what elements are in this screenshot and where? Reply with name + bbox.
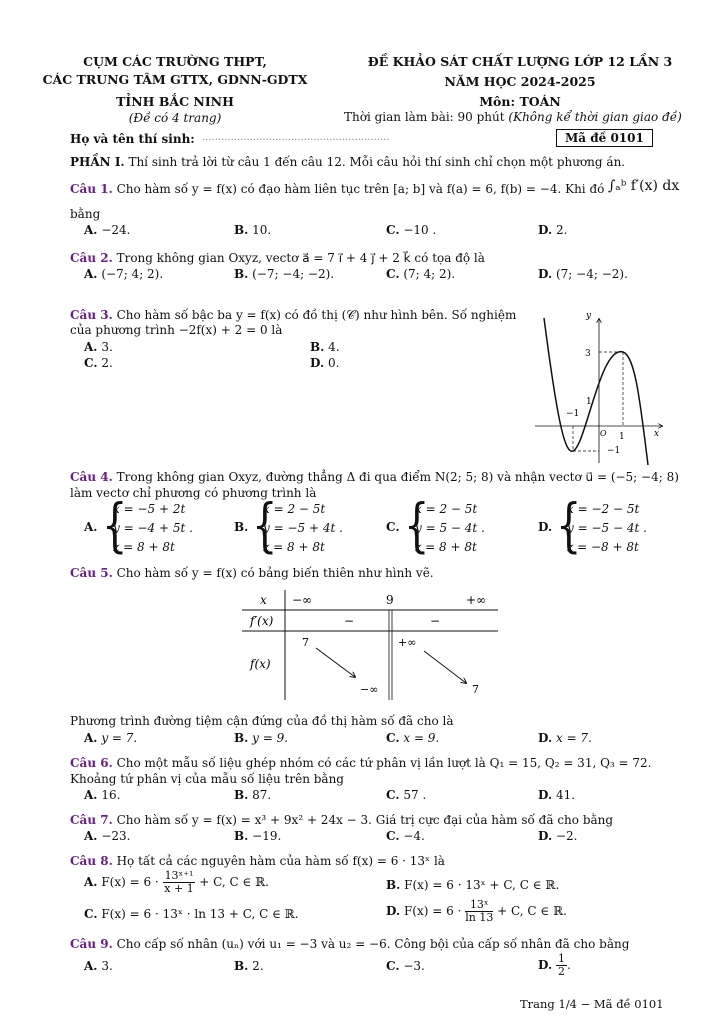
- subject: Môn: TOÁN: [479, 94, 561, 109]
- eq-x: x = 2 − 5t: [263, 502, 326, 516]
- student-name-dots: ...........................................................: [202, 132, 390, 143]
- cubic-graph: [530, 305, 670, 465]
- q8-d-pre: F(x) = 6 ·: [403, 904, 462, 918]
- q1-option-c[interactable]: [386, 223, 436, 237]
- label-b: B.: [234, 267, 249, 281]
- q1-stem: [70, 182, 604, 196]
- label-d: D.: [538, 223, 553, 237]
- label-b: B.: [234, 223, 249, 237]
- time-limit-note: (Không kể thời gian giao đề): [508, 110, 682, 124]
- q8-a-pre: F(x) = 6 ·: [101, 875, 159, 889]
- x-axis-label: x: [654, 429, 660, 439]
- label-a: A.: [84, 829, 98, 843]
- var-table-fp: f′(x): [250, 614, 274, 628]
- denominator: 2: [557, 965, 565, 978]
- q5-after: Phương trình đường tiệm cận đứng của đồ thị hàm số đã cho là: [70, 714, 454, 728]
- q5-number: Câu 5.: [70, 566, 113, 580]
- q3-number: Câu 3.: [70, 308, 113, 322]
- exam-title: ĐỀ KHẢO SÁT CHẤT LƯỢNG LỚP 12 LẦN 3: [367, 54, 673, 69]
- q3-option-c[interactable]: [84, 356, 113, 370]
- eq-z: z = 8 + 8t: [415, 540, 477, 554]
- q5-option-a-text: y = 7.: [101, 731, 138, 745]
- label-c: C.: [386, 731, 400, 745]
- q5-stem: [70, 566, 434, 580]
- q4-text-2: làm vectơ chỉ phương có phương trình là: [70, 486, 317, 500]
- time-limit: [344, 110, 704, 124]
- q8-text: Họ tất cả các nguyên hàm của hàm số f(x) = 6 · 13ˣ là: [116, 854, 445, 868]
- label-b: B.: [234, 731, 249, 745]
- label-c: C.: [386, 520, 400, 534]
- page-footer: Trang 1/4 − Mã đề 0101: [520, 997, 664, 1011]
- q9-stem: [70, 937, 629, 951]
- label-a: A.: [84, 267, 98, 281]
- part1-heading: [70, 155, 625, 169]
- label-a: A.: [84, 875, 98, 889]
- q5-option-d-text: x = 7.: [555, 731, 592, 745]
- q3-option-c-text: 2.: [101, 356, 113, 370]
- eq-z: z = 8 + 8t: [263, 540, 325, 554]
- q8-number: Câu 8.: [70, 854, 113, 868]
- variation-table: [238, 588, 506, 704]
- eq-z: z = 8 + 8t: [113, 540, 175, 554]
- q8-a-post: + C, C ∈ ℝ.: [199, 875, 269, 889]
- q9-text: Cho cấp số nhân (uₙ) với u₁ = −3 và u₂ = −6. Công bội của cấp số nhân đã cho bằng: [116, 937, 630, 951]
- brace: {: [556, 492, 582, 560]
- time-limit-text: Thời gian làm bài: 90 phút: [344, 110, 505, 124]
- q6-number: Câu 6.: [70, 756, 113, 770]
- q1-option-d-text: 2.: [555, 223, 568, 237]
- q8-a-fraction: [163, 870, 196, 895]
- f-bottom-right: 7: [472, 683, 479, 696]
- decrease-arrow-2: [424, 651, 466, 683]
- q2-option-a[interactable]: [84, 267, 163, 281]
- q8-stem: [70, 854, 445, 868]
- y-axis-label: y: [586, 311, 592, 321]
- q8-option-c[interactable]: [84, 907, 299, 921]
- q6-option-a-text: 16.: [101, 788, 121, 802]
- numerator: 1: [557, 952, 565, 965]
- label-b: B.: [310, 340, 325, 354]
- part1-text: Thí sinh trả lời từ câu 1 đến câu 12. Mỗi câu hỏi thí sinh chỉ chọn một phương án.: [128, 155, 626, 169]
- q1-option-b[interactable]: [234, 223, 271, 237]
- q8-option-b-text: F(x) = 6 · 13ˣ + C, C ∈ ℝ.: [404, 878, 560, 892]
- q2-option-c-text: (7; 4; 2).: [403, 267, 456, 281]
- fp-sign-2: −: [430, 614, 441, 628]
- f-minus-inf: −∞: [360, 683, 379, 696]
- label-d: D.: [538, 958, 553, 972]
- tick-ym1: −1: [607, 446, 621, 456]
- q1-text: Cho hàm số y = f(x) có đạo hàm liên tục trên [a; b] và f(a) = 6, f(b) = −4. Khi đó: [116, 182, 605, 196]
- label-b: B.: [234, 829, 249, 843]
- q7-option-d[interactable]: [538, 829, 578, 843]
- label-a: A.: [84, 340, 98, 354]
- q7-number: Câu 7.: [70, 813, 113, 827]
- q6-text-1: Cho một mẫu số liệu ghép nhóm có các tứ phân vị lần lượt là Q₁ = 15, Q₂ = 31, Q₃ = 72.: [116, 756, 652, 770]
- x-nine: 9: [386, 593, 394, 607]
- q2-option-c[interactable]: [386, 267, 455, 281]
- label-d: D.: [310, 356, 325, 370]
- label-a: A.: [84, 223, 98, 237]
- q1-option-a[interactable]: [84, 223, 130, 237]
- numerator: 13ˣ⁺¹: [164, 869, 194, 882]
- q8-d-post: + C, C ∈ ℝ.: [497, 904, 567, 918]
- q4-a-system: [113, 500, 193, 557]
- q3-option-d[interactable]: [310, 356, 339, 370]
- x-plus-inf: +∞: [466, 593, 487, 607]
- q6-option-b-text: 87.: [252, 788, 272, 802]
- q6-stem-1: [70, 756, 652, 770]
- q6-option-d-text: 41.: [555, 788, 576, 802]
- label-d: D.: [538, 520, 553, 534]
- eq-z: z = −8 + 8t: [567, 540, 639, 554]
- q2-stem: [70, 251, 485, 265]
- x-minus-inf: −∞: [292, 593, 313, 607]
- q2-option-d[interactable]: [538, 267, 628, 281]
- decrease-arrow-1: [316, 648, 355, 677]
- q4-option-c[interactable]: [386, 492, 516, 560]
- center-names: CÁC TRUNG TÂM GTTX, GDNN-GDTX: [42, 72, 308, 87]
- q1-number: Câu 1.: [70, 182, 113, 196]
- q9-d-post: .: [566, 958, 571, 972]
- q2-option-a-text: (−7; 4; 2).: [101, 267, 164, 281]
- q2-option-b[interactable]: [234, 267, 334, 281]
- q5-text: Cho hàm số y = f(x) có bảng biến thiên như hình vẽ.: [116, 566, 434, 580]
- q2-number: Câu 2.: [70, 251, 113, 265]
- q3-option-a[interactable]: [84, 340, 113, 354]
- f-plus-inf: +∞: [398, 636, 417, 649]
- q5-option-b-text: y = 9.: [252, 731, 289, 745]
- q4-d-system: [567, 500, 647, 557]
- brace: {: [102, 492, 128, 560]
- label-d: D.: [538, 267, 553, 281]
- label-a: A.: [84, 731, 98, 745]
- label-a: A.: [84, 520, 98, 534]
- q7-option-c-text: −4.: [403, 829, 425, 843]
- q3-text-1: Cho hàm số bậc ba y = f(x) có đồ thị (𝒞) như hình bên. Số nghiệm: [116, 308, 517, 322]
- eq-y: y = −5 + 4t .: [263, 521, 343, 535]
- q3-option-a-text: 3.: [101, 340, 113, 354]
- q1-option-d[interactable]: [538, 223, 567, 237]
- page-count-note: (Đề có 4 trang): [128, 111, 222, 125]
- eq-y: y = −5 − 4t .: [567, 521, 647, 535]
- q4-text-1: Trong không gian Oxyz, đường thẳng Δ đi qua điểm N(2; 5; 8) và nhận vectơ u⃗ = (−5; −4; 8): [116, 470, 679, 484]
- exam-code: Mã đề 0101: [556, 129, 653, 147]
- label-d: D.: [538, 829, 553, 843]
- q5-option-c-text: x = 9.: [403, 731, 440, 745]
- q9-option-a-text: 3.: [101, 959, 113, 973]
- tick-y1: 1: [586, 397, 592, 407]
- fp-sign-1: −: [344, 614, 355, 628]
- brace: {: [252, 492, 278, 560]
- curve-C: [544, 318, 648, 465]
- label-a: A.: [84, 788, 98, 802]
- brace: {: [404, 492, 430, 560]
- q4-c-system: [415, 500, 485, 557]
- label-b: B.: [234, 520, 249, 534]
- school-year: NĂM HỌC 2024-2025: [444, 74, 596, 89]
- q6-option-b[interactable]: [234, 788, 271, 802]
- q6-text-2: Khoảng tứ phân vị của mẫu số liệu trên bằng: [70, 772, 344, 786]
- label-c: C.: [386, 267, 400, 281]
- denominator: ln 13: [465, 911, 494, 924]
- q4-stem-1: [70, 470, 679, 484]
- q8-option-a[interactable]: [84, 870, 269, 895]
- q3-option-b-text: 4.: [328, 340, 340, 354]
- q4-number: Câu 4.: [70, 470, 113, 484]
- q4-option-a[interactable]: [84, 492, 204, 560]
- q1-option-b-text: 10.: [252, 223, 272, 237]
- q1-integral: ∫ₐᵇ f′(x) dx: [608, 178, 680, 194]
- label-c: C.: [84, 356, 98, 370]
- eq-y: y = 5 − 4t .: [415, 521, 485, 535]
- label-c: C.: [386, 829, 400, 843]
- eq-x: x = 2 − 5t: [415, 502, 478, 516]
- tick-xm1: −1: [566, 409, 580, 419]
- q9-number: Câu 9.: [70, 937, 113, 951]
- label-c: C.: [386, 223, 400, 237]
- var-table-x: x: [260, 593, 267, 607]
- q7-text: Cho hàm số y = f(x) = x³ + 9x² + 24x − 3. Giá trị cực đại của hàm số đã cho bằng: [116, 813, 614, 827]
- label-d: D.: [538, 788, 553, 802]
- q4-option-d[interactable]: [538, 492, 678, 560]
- label-c: C.: [84, 907, 98, 921]
- q7-stem: [70, 813, 613, 827]
- q5-option-c[interactable]: [386, 731, 439, 745]
- q9-d-fraction: [556, 953, 567, 978]
- q7-option-a[interactable]: [84, 829, 130, 843]
- q9-option-c-text: −3.: [403, 959, 425, 973]
- eq-y: y = −4 + 5t .: [113, 521, 193, 535]
- q2-text: Trong không gian Oxyz, vectơ a⃗ = 7 i⃗ + 4 j⃗ + 2 k⃗ có tọa độ là: [116, 251, 485, 265]
- q3-option-b[interactable]: [310, 340, 340, 354]
- q3-option-d-text: 0.: [327, 356, 340, 370]
- numerator: 13ˣ: [465, 899, 493, 912]
- q1-option-a-text: −24.: [101, 223, 131, 237]
- school-cluster: CỤM CÁC TRƯỜNG THPT,: [83, 54, 267, 69]
- q9-option-c[interactable]: [386, 959, 425, 973]
- label-b: B.: [386, 878, 401, 892]
- label-b: B.: [234, 959, 249, 973]
- q8-option-c-text: F(x) = 6 · 13ˣ · ln 13 + C, C ∈ ℝ.: [101, 907, 299, 921]
- q4-b-system: [263, 500, 343, 557]
- q6-option-c-text: 57 .: [403, 788, 427, 802]
- q8-d-fraction: [465, 899, 493, 924]
- q6-option-c[interactable]: [386, 788, 426, 802]
- label-d: D.: [538, 731, 553, 745]
- q9-option-b-text: 2.: [252, 959, 264, 973]
- eq-x: x = −5 + 2t: [113, 502, 186, 516]
- q9-option-a[interactable]: [84, 959, 113, 973]
- label-c: C.: [386, 788, 400, 802]
- f-top-left: 7: [302, 636, 309, 649]
- q3-stem-1: [70, 308, 516, 323]
- denominator: x + 1: [164, 882, 194, 895]
- q8-option-d[interactable]: [386, 899, 567, 924]
- q2-option-b-text: (−7; −4; −2).: [252, 267, 335, 281]
- label-d: D.: [386, 904, 401, 918]
- q8-option-b[interactable]: [386, 878, 559, 892]
- q6-option-d[interactable]: [538, 788, 575, 802]
- q3-text-2: của phương trình −2f(x) + 2 = 0 là: [70, 323, 283, 337]
- q2-option-d-text: (7; −4; −2).: [555, 267, 628, 281]
- eq-x: x = −2 − 5t: [567, 502, 640, 516]
- q4-option-b[interactable]: [234, 492, 364, 560]
- q7-option-d-text: −2.: [555, 829, 578, 843]
- q7-option-a-text: −23.: [101, 829, 131, 843]
- tick-y3: 3: [585, 349, 591, 359]
- province: TỈNH BẮC NINH: [116, 94, 234, 109]
- q5-option-a[interactable]: [84, 731, 137, 745]
- label-b: B.: [234, 788, 249, 802]
- origin-label: O: [600, 429, 607, 438]
- label-a: A.: [84, 959, 98, 973]
- q5-option-d[interactable]: [538, 731, 592, 745]
- q7-option-c[interactable]: [386, 829, 425, 843]
- tick-x1: 1: [619, 432, 625, 442]
- var-table-f: f(x): [250, 657, 271, 671]
- q1-option-c-text: −10 .: [403, 223, 437, 237]
- q9-option-d[interactable]: [538, 953, 571, 978]
- label-c: C.: [386, 959, 400, 973]
- q6-option-a[interactable]: [84, 788, 120, 802]
- part1-title: PHẦN I.: [70, 155, 125, 169]
- q1-continuation: bằng: [70, 207, 101, 221]
- q7-option-b-text: −19.: [252, 829, 282, 843]
- q9-option-b[interactable]: [234, 959, 264, 973]
- q7-option-b[interactable]: [234, 829, 281, 843]
- q5-option-b[interactable]: [234, 731, 288, 745]
- student-name-label: Họ và tên thí sinh:: [70, 132, 195, 146]
